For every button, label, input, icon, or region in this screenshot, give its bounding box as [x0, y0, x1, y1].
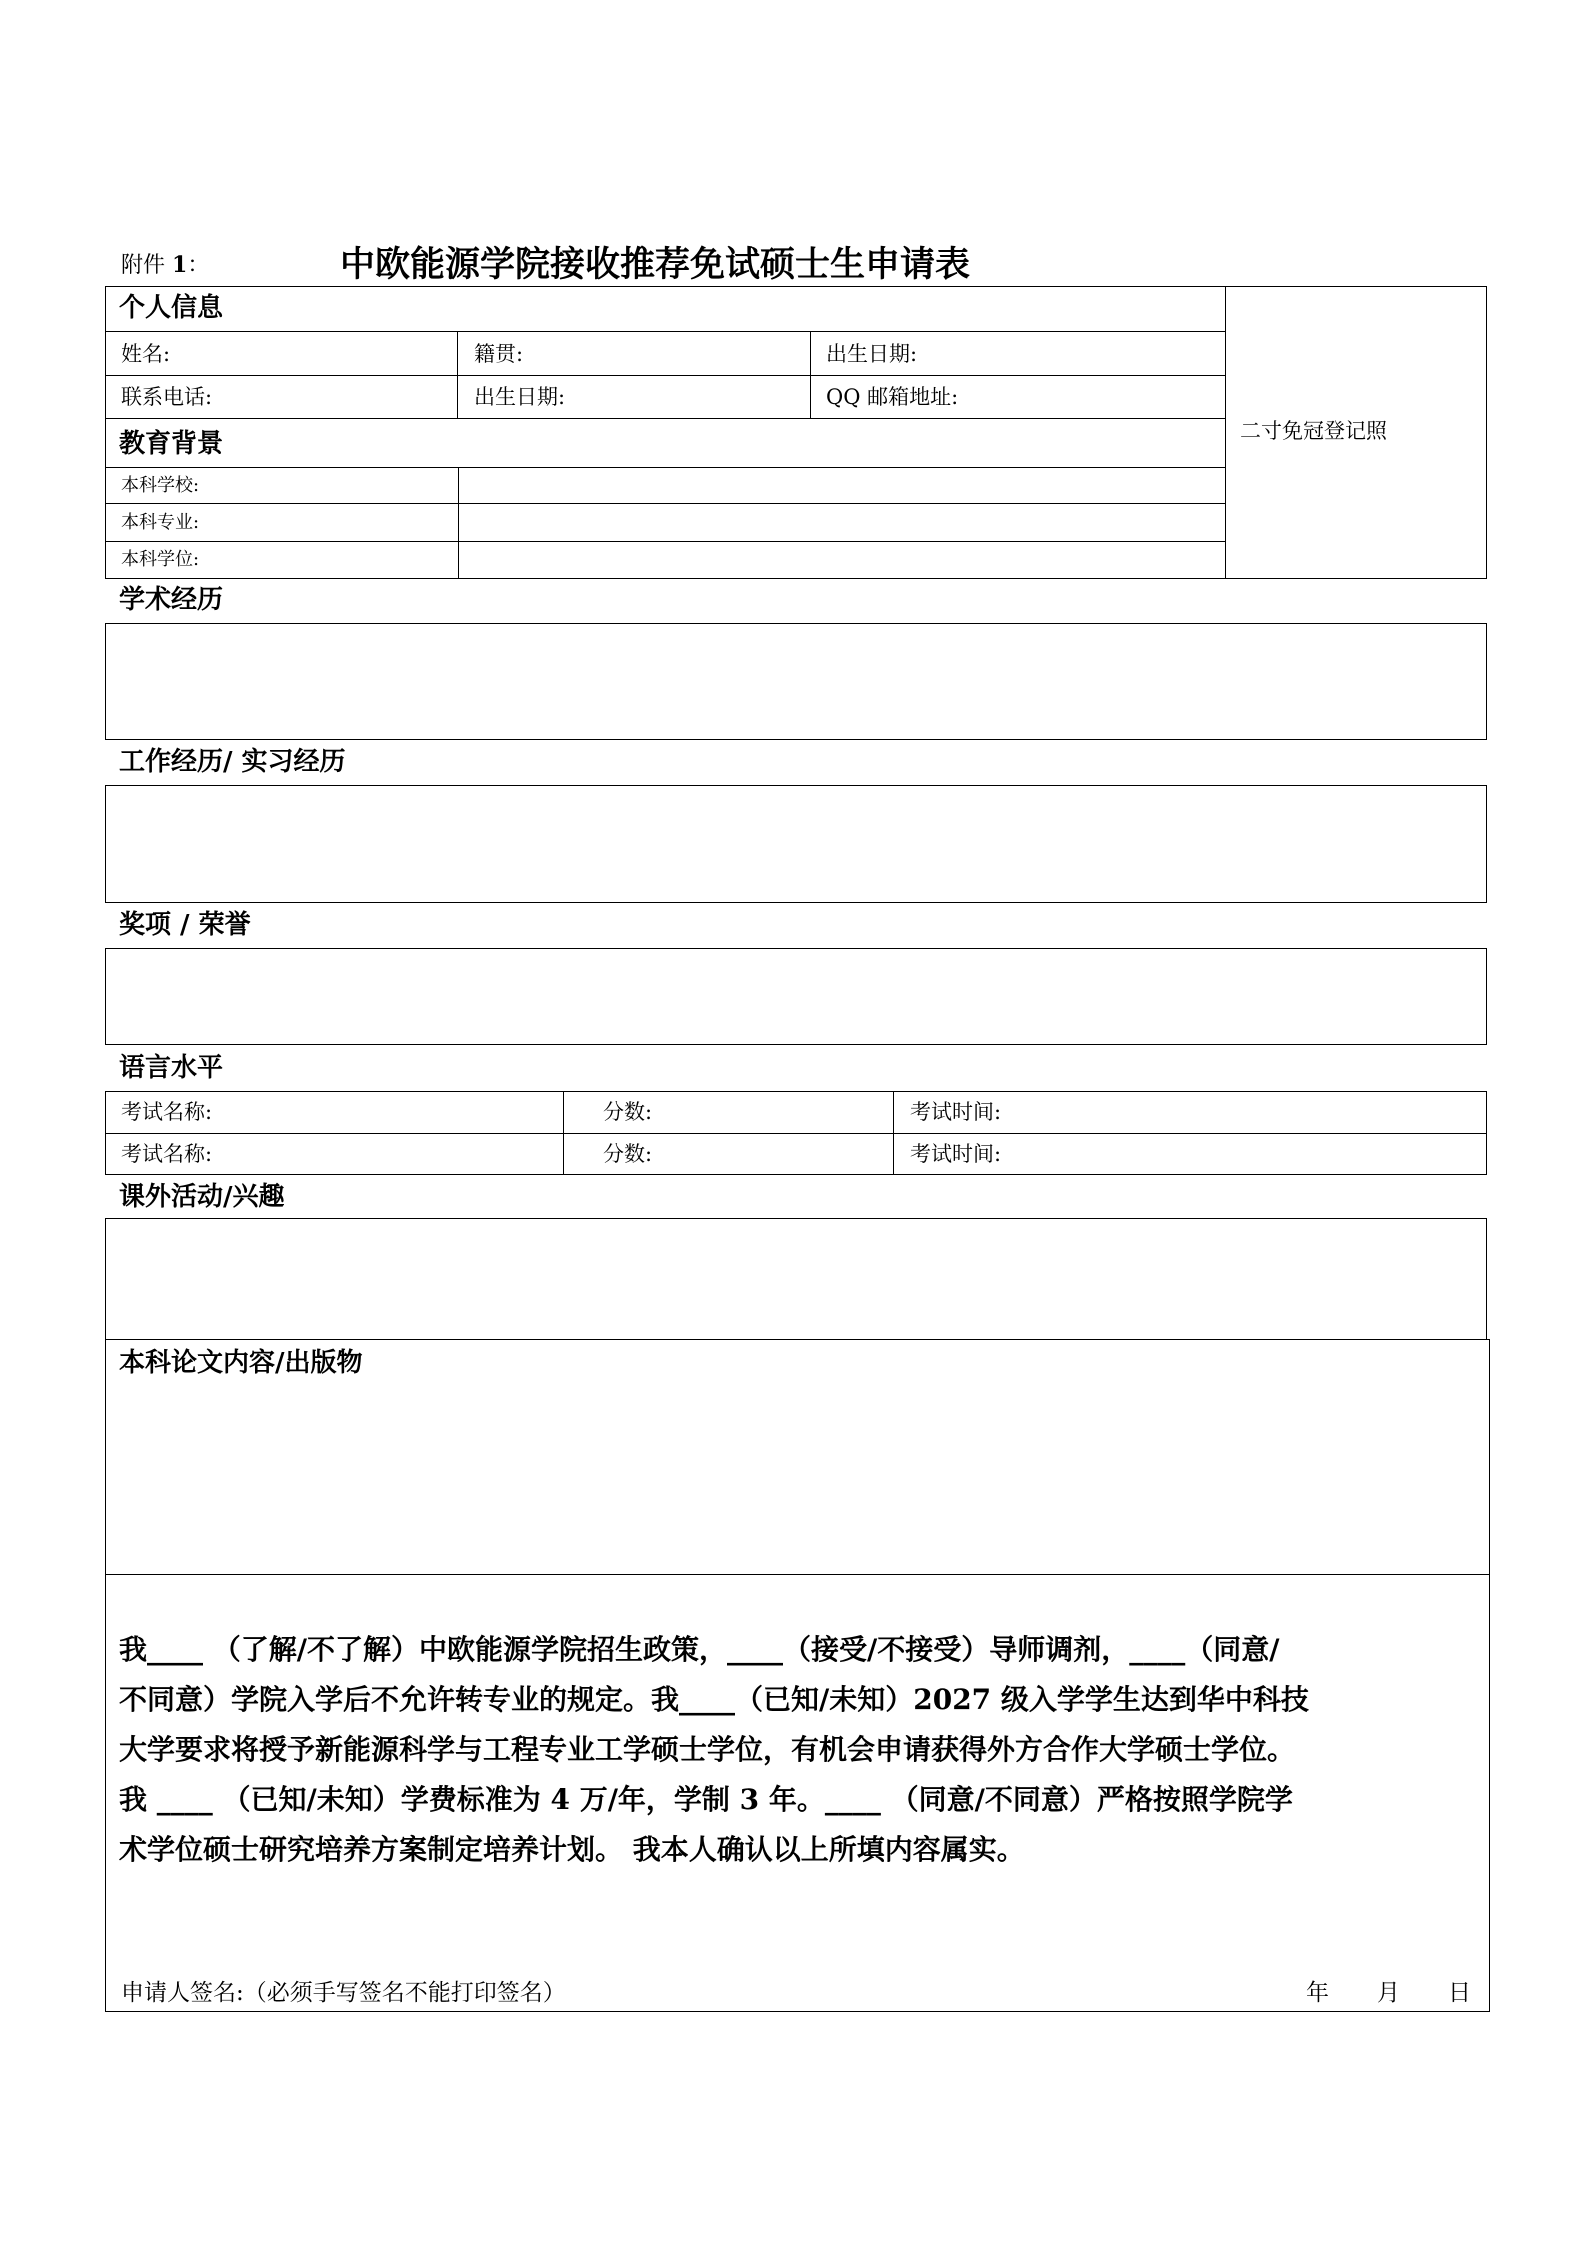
education-row-mid	[105, 503, 1225, 504]
date-month: 月	[1377, 1980, 1400, 2006]
native-place-field[interactable]: 籍贯:	[474, 342, 524, 366]
name-field[interactable]: 姓名:	[121, 342, 171, 366]
awards-box[interactable]	[105, 948, 1487, 1045]
declaration-line: 大学要求将授予新能源科学与工程专业工学硕士学位，有机会申请获得外方合作大学硕士学位。	[119, 1733, 1296, 1766]
personal-heading: 个人信息	[119, 293, 224, 323]
activities-right-border	[1486, 1218, 1487, 1339]
school-field[interactable]: 本科学校:	[121, 475, 200, 496]
phone-field[interactable]: 联系电话:	[121, 385, 213, 409]
education-heading: 教育背景	[119, 429, 224, 459]
photo-divider	[1225, 286, 1226, 579]
exam-score-field-2[interactable]: 分数:	[603, 1142, 653, 1166]
photo-placeholder: 二寸免冠登记照	[1240, 419, 1387, 443]
language-heading: 语言水平	[119, 1053, 224, 1083]
personal-row-mid	[105, 375, 1225, 376]
birth-date-field-2[interactable]: 出生日期:	[474, 385, 566, 409]
declaration-right-border	[1489, 1575, 1490, 2012]
work-heading: 工作经历/ 实习经历	[119, 747, 346, 777]
education-col	[458, 467, 459, 579]
annex-text: 附件	[121, 253, 166, 278]
degree-field[interactable]: 本科学位:	[121, 549, 200, 570]
annex-number: 1	[172, 252, 188, 278]
declaration-line: 我 ____ （已知/未知）学费标准为 4 万/年，学制 3 年。____ （同意/不同意）严格按照学院学	[119, 1783, 1293, 1816]
personal-col-2	[810, 331, 811, 418]
academic-box[interactable]	[105, 623, 1487, 740]
exam-name-field-2[interactable]: 考试名称:	[121, 1142, 213, 1166]
personal-row-bottom	[105, 418, 1225, 419]
activities-heading: 课外活动/兴趣	[119, 1182, 285, 1212]
declaration-line: 我____ （了解/不了解）中欧能源学院招生政策，____（接受/不接受）导师调剂，____（同意/	[119, 1633, 1280, 1666]
exam-score-field[interactable]: 分数:	[603, 1100, 653, 1124]
awards-heading: 奖项 / 荣誉	[119, 910, 251, 940]
annex-label	[121, 248, 209, 279]
education-row-top	[105, 467, 1225, 468]
thesis-heading: 本科论文内容/出版物	[119, 1348, 363, 1378]
academic-heading: 学术经历	[119, 585, 224, 615]
language-row-divider	[105, 1133, 1487, 1134]
signature-field[interactable]: 申请人签名:（必须手写签名不能打印签名）	[121, 1980, 566, 2006]
exam-time-field[interactable]: 考试时间:	[910, 1100, 1002, 1124]
annex-separator: ：	[187, 253, 210, 278]
declaration-line: 不同意）学院入学后不允许转专业的规定。我____（已知/未知）2027 级入学学生达到华中科技	[119, 1683, 1309, 1716]
declaration-bottom-border	[105, 2011, 1490, 2012]
personal-row-top	[105, 331, 1225, 332]
declaration-text	[119, 1625, 1309, 1875]
date-day: 日	[1448, 1980, 1471, 2006]
form-title: 中欧能源学院接收推荐免试硕士生申请表	[340, 244, 971, 285]
declaration-line: 术学位硕士研究培养方案制定培养计划。 我本人确认以上所填内容属实。	[119, 1833, 1025, 1866]
qq-email-field[interactable]: QQ 邮箱地址:	[826, 385, 959, 409]
exam-time-field-2[interactable]: 考试时间:	[910, 1142, 1002, 1166]
education-row-mid-2	[105, 541, 1225, 542]
date-year: 年	[1306, 1980, 1329, 2006]
exam-name-field[interactable]: 考试名称:	[121, 1100, 213, 1124]
birth-date-field[interactable]: 出生日期:	[826, 342, 918, 366]
activities-left-border	[105, 1218, 106, 2012]
language-col-1	[563, 1091, 564, 1175]
language-col-2	[893, 1091, 894, 1175]
major-field[interactable]: 本科专业:	[121, 512, 200, 533]
activities-top-border	[105, 1218, 1487, 1219]
work-box[interactable]	[105, 785, 1487, 903]
personal-col-1	[457, 331, 458, 418]
